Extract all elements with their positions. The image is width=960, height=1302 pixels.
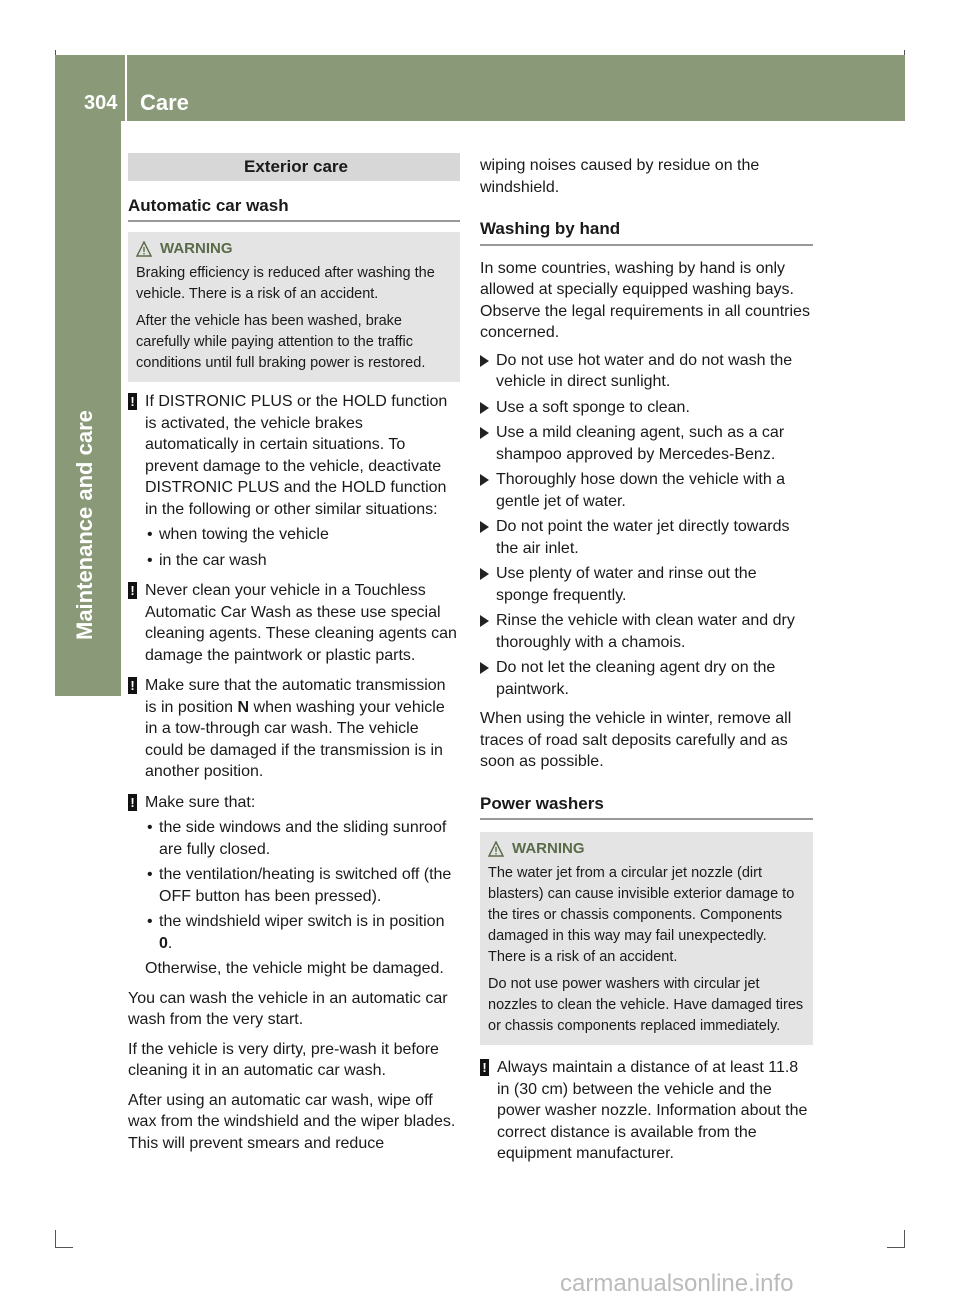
- paragraph: In some countries, washing by hand is only allowed at specially equipped washing bays. Observe the legal requirements in all countries concerned.: [480, 259, 810, 341]
- exclamation-icon: !: [480, 1059, 489, 1076]
- step-arrow-icon: [480, 615, 489, 627]
- step-item: [480, 469, 813, 512]
- left-column: [128, 153, 460, 1154]
- warning-title: [136, 238, 452, 259]
- paragraph: When using the vehicle in winter, remove all traces of road salt deposits carefully and as soon as possible.: [480, 710, 792, 770]
- step-arrow-icon: [480, 521, 489, 533]
- exclamation-icon: !: [128, 794, 137, 811]
- warning-text: Braking efficiency is reduced after washing the vehicle. There is a risk of an accident.: [136, 265, 435, 302]
- page-number: 304: [84, 92, 118, 114]
- switch-position: 0: [159, 934, 168, 952]
- step-item: [480, 563, 813, 606]
- exclamation-icon: !: [128, 677, 137, 694]
- step-item: [480, 350, 813, 393]
- step-arrow-icon: [480, 355, 489, 367]
- step-text: Do not let the cleaning agent dry on the paintwork.: [496, 659, 776, 698]
- exclamation-icon: !: [128, 582, 137, 599]
- step-text: Use plenty of water and rinse out the sponge frequently.: [496, 565, 757, 604]
- paragraph: You can wash the vehicle in an automatic car wash from the very start.: [128, 989, 448, 1028]
- notice-text: Make sure that:: [145, 793, 256, 811]
- warning-triangle-icon: [136, 241, 152, 257]
- step-arrow-icon: [480, 402, 489, 414]
- step-arrow-icon: [480, 662, 489, 674]
- warning-title: [488, 838, 805, 859]
- paragraph: wiping noises caused by residue on the windshield.: [480, 157, 760, 196]
- step-text: Do not point the water jet directly towards the air inlet.: [496, 518, 790, 557]
- step-item: [480, 397, 813, 419]
- gear-position: N: [237, 698, 250, 716]
- warning-box: [128, 232, 460, 382]
- step-text: Use a mild cleaning agent, such as a car shampoo approved by Mercedes-Benz.: [496, 424, 785, 463]
- warning-title-text: WARNING: [512, 840, 585, 857]
- step-arrow-icon: [480, 568, 489, 580]
- step-text: Thoroughly hose down the vehicle with a gentle jet of water.: [496, 471, 786, 510]
- crop-mark: [55, 1230, 56, 1248]
- list-item-text: the windshield wiper switch is in position: [159, 913, 445, 930]
- notice: [128, 391, 460, 571]
- list-item: • when towing the vehicle: [145, 524, 460, 546]
- notice-text: Otherwise, the vehicle might be damaged.: [145, 960, 444, 977]
- step-arrow-icon: [480, 474, 489, 486]
- step-item: [480, 516, 813, 559]
- list-item: • in the car wash: [145, 550, 460, 572]
- warning-text: Do not use power washers with circular jet nozzles to clean the vehicle. Have damaged tires or chassis components replaced immediately.: [488, 976, 804, 1034]
- subheading-automatic-car-wash: Automatic car wash: [128, 195, 460, 223]
- warning-triangle-icon: [488, 841, 504, 857]
- side-tab-label: Maintenance and care: [72, 410, 97, 640]
- step-text: Do not use hot water and do not wash the vehicle in direct sunlight.: [496, 351, 793, 390]
- notice-text: If DISTRONIC PLUS or the HOLD function is activated, the vehicle brakes automatically in certain situations. To prevent damage to the vehicle, deactivate DISTRONIC PLUS and the HOLD function in the following or other similar situations:: [145, 393, 448, 518]
- step-arrow-icon: [480, 427, 489, 439]
- crop-mark: [904, 1230, 905, 1248]
- right-column: [480, 155, 813, 1165]
- list-item: [145, 911, 460, 954]
- bullet-list: [145, 524, 460, 571]
- crop-mark: [887, 1247, 905, 1248]
- step-text: Rinse the vehicle with clean water and dry thoroughly with a chamois.: [496, 612, 795, 651]
- step-list: [480, 350, 813, 701]
- notice-text: when washing your vehicle in a tow-through car wash. The vehicle could be damaged if the transmission is in another position.: [145, 698, 445, 780]
- notice: [128, 675, 460, 783]
- warning-box: [480, 832, 813, 1045]
- paragraph: After using an automatic car wash, wipe off wax from the windshield and the wiper blades. This will prevent smears and reduce: [128, 1091, 456, 1152]
- subheading-washing-by-hand: Washing by hand: [480, 218, 813, 246]
- step-item: [480, 657, 813, 700]
- list-item: • the ventilation/heating is switched off (the OFF button has been pressed).: [145, 864, 460, 907]
- exclamation-icon: !: [128, 393, 137, 410]
- notice: [128, 792, 460, 980]
- section-title: Exterior care: [128, 153, 460, 181]
- page-title: Care: [140, 90, 189, 115]
- crop-mark: [55, 1247, 73, 1248]
- watermark: carmanualsonline.info: [560, 1270, 794, 1297]
- list-item: • the side windows and the sliding sunroof are fully closed.: [145, 817, 460, 860]
- step-item: [480, 610, 813, 653]
- notice-text: Always maintain a distance of at least 11.8 in (30 cm) between the vehicle and the power washer nozzle. Information about the correct distance is available from the equipment manufacturer.: [497, 1059, 808, 1162]
- notice-text: Never clean your vehicle in a Touchless Automatic Car Wash as these use special cleaning agents. These cleaning agents can damage the paintwork or plastic parts.: [145, 582, 457, 664]
- warning-text: After the vehicle has been washed, brake carefully while paying attention to the traffic conditions until full braking power is restored.: [136, 313, 426, 371]
- warning-title-text: WARNING: [160, 240, 233, 257]
- subheading-power-washers: Power washers: [480, 793, 813, 821]
- bullet-list: [145, 817, 460, 954]
- notice: [128, 580, 460, 666]
- step-text: Use a soft sponge to clean.: [496, 398, 690, 416]
- notice-text: Make sure that the automatic transmission is in position: [145, 677, 446, 716]
- notice: [480, 1057, 813, 1165]
- header-divider: [125, 55, 127, 121]
- list-item-text: .: [167, 934, 173, 952]
- step-item: [480, 422, 813, 465]
- warning-text: The water jet from a circular jet nozzle (dirt blasters) can cause invisible exterior damage to the tires or chassis components. Components damaged in this way may fail unexpectedly. There is a risk of an accident.: [488, 865, 795, 965]
- paragraph: If the vehicle is very dirty, pre-wash it before cleaning it in an automatic car wash.: [128, 1040, 439, 1079]
